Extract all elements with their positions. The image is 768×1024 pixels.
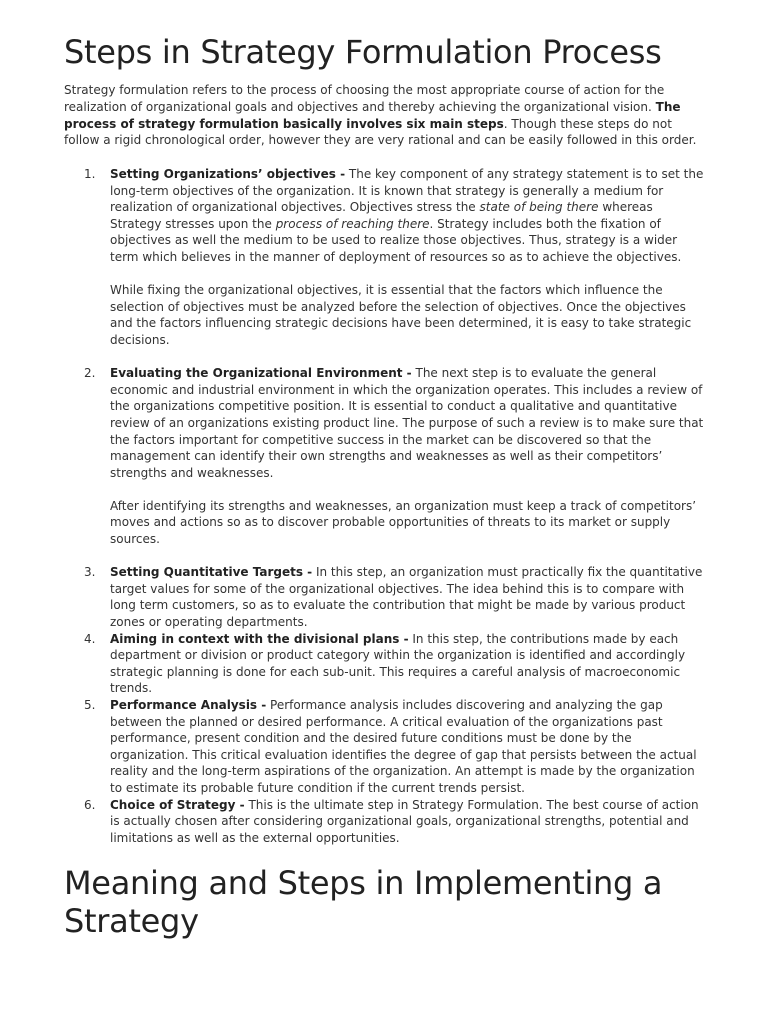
intro-bold-text: The process of strategy formulation basically involves six main steps	[64, 99, 681, 131]
step-paragraph	[110, 365, 704, 481]
step-paragraph	[110, 631, 704, 697]
step-heading: Performance Analysis -	[110, 698, 267, 712]
list-item-step-5	[64, 697, 704, 797]
step-number: 1.	[84, 167, 96, 181]
intro-text-1: Strategy formulation refers to the process of choosing the most appropriate course of action for the realization of organizational goals and objectives and thereby achieving the organizational vision.	[64, 83, 665, 114]
step-paragraph	[110, 797, 704, 847]
step-number: 3.	[84, 565, 96, 580]
step-paragraph	[110, 697, 704, 797]
list-item-step-4	[64, 631, 704, 697]
step-text: whereas Strategy stresses upon the	[110, 200, 653, 231]
intro-paragraph	[64, 82, 704, 149]
step-italic-text: process of reaching there	[275, 216, 430, 231]
step-heading: Choice of Strategy -	[110, 797, 245, 812]
step-paragraph	[110, 564, 704, 630]
list-item-step-6	[64, 797, 704, 847]
step-text: The next step is to evaluate the general economic and industrial environment in which the organization operates. This includes a review of the organizations competitive position. It is essential to conduct a qualitative and quantitative review of an organizations existing product line. The purpose of such a review is to make sure that the factors important for competitive success in the market can be discovered so that the management can identify their own strengths and weaknesses as well as their competitors’ strengths and weaknesses.	[110, 366, 704, 480]
step-number: 6.	[84, 797, 96, 812]
step-heading: Aiming in context with the divisional plans -	[110, 631, 409, 646]
steps-list	[64, 166, 704, 846]
list-item-step-2	[64, 365, 704, 548]
step-text: . Strategy includes both the fixation of objectives as well the medium to be used to realize those objectives. Thus, strategy is a wider term which believes in the manner of deployment of resources so as to achieve the objectives.	[110, 216, 682, 264]
step-text: Performance analysis includes discovering and analyzing the gap between the planned or desired performance. A critical evaluation of the organizations past performance, present condition and the desired future conditions must be done by the organization. This critical evaluation identifies the degree of gap that persists between the actual reality and the long-term aspirations of the organization. An attempt is made by the organization to estimate its probable future condition if the current trends persist.	[110, 698, 697, 795]
step-number: 5.	[84, 698, 96, 712]
step-heading: Setting Organizations’ objectives -	[110, 167, 346, 181]
step-paragraph	[110, 166, 704, 266]
step-italic-text: state of being there	[479, 200, 599, 215]
list-item-step-3	[64, 564, 704, 630]
step-text: In this step, an organization must practically fix the quantitative target values for some of the organizational objectives. The idea behind this is to compare with long term customers, so as to evaluate the contribution that might be made by various product zones or operating departments.	[110, 565, 703, 630]
step-text: In this step, the contributions made by each department or division or product category within the organization is identified and accordingly strategic planning is done for each sub-unit. This requires a careful analysis of macroeconomic trends.	[110, 631, 686, 696]
step-heading: Setting Quantitative Targets -	[110, 565, 313, 580]
section-title: Meaning and Steps in Implementing a Strategy	[64, 864, 663, 940]
intro-text-2: . Though these steps do not follow a rigid chronological order, however they are very rational and can be easily followed in this order.	[64, 116, 697, 148]
step-text: This is the ultimate step in Strategy Formulation. The best course of action is actually chosen after considering organizational goals, organizational strengths, potential and limitations as well as the external opportunities.	[110, 797, 699, 845]
step-paragraph: While fixing the organizational objectives, it is essential that the factors which influence the selection of objectives must be analyzed before the selection of objectives. Once the objectives and the factors influencing strategic decisions have been determined, it is easy to take strategic decisions.	[110, 283, 692, 347]
step-number: 4.	[84, 631, 96, 646]
page-title: Steps in Strategy Formulation Process	[64, 33, 662, 71]
list-item-step-1	[64, 166, 704, 349]
step-number: 2.	[84, 366, 96, 381]
step-text: The key component of any strategy statement is to set the long-term objectives of the organization. It is known that strategy is generally a medium for realization of organizational objectives. Objectives stress the	[110, 167, 704, 215]
step-heading: Evaluating the Organizational Environment -	[110, 366, 412, 381]
step-paragraph: After identifying its strengths and weaknesses, an organization must keep a track of competitors’ moves and actions so as to discover probable opportunities of threats to its market or supply sources.	[110, 498, 697, 547]
